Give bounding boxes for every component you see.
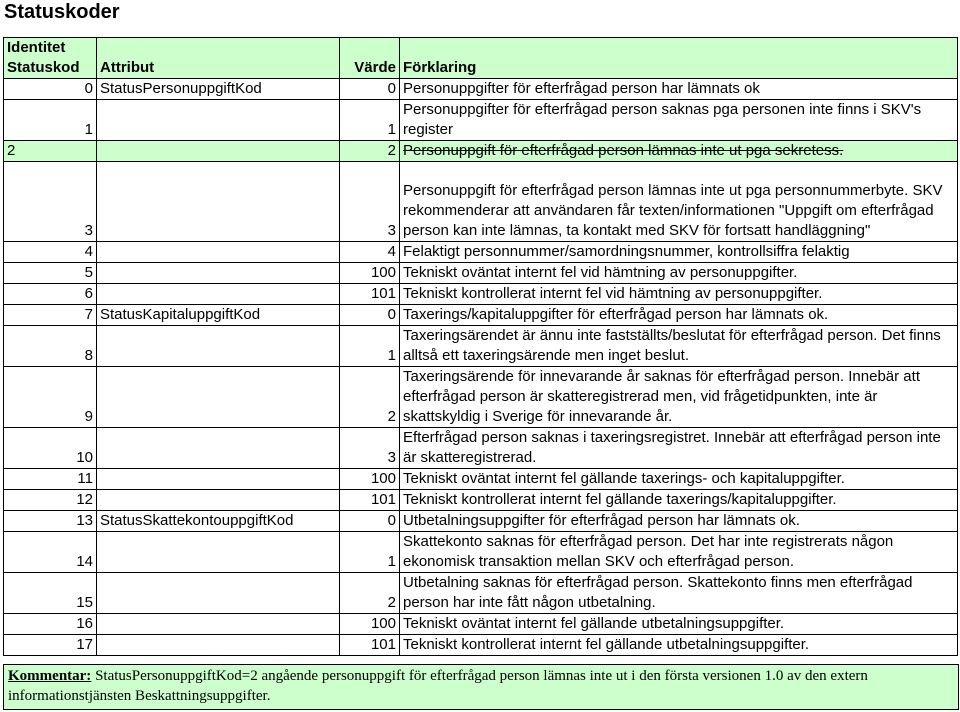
cell-explanation: Taxeringsärende för innevarande år saknas för efterfrågad person. Innebär att efterfrågad person är skatteregistrerad men, vid frågetidpunkten, inte är skattskyldig i Sverige för innevarande år. [400, 367, 958, 428]
cell-attribute [97, 141, 340, 162]
table-row [4, 100, 958, 141]
cell-value: 0 [340, 305, 400, 326]
header-explanation: Förklaring [400, 38, 958, 79]
table-row [4, 469, 958, 490]
cell-attribute [97, 573, 340, 614]
cell-explanation: Personuppgifter för efterfrågad person saknas pga personen inte finns i SKV's register [400, 100, 958, 141]
cell-value: 100 [340, 469, 400, 490]
cell-attribute: StatusPersonuppgiftKod [97, 79, 340, 100]
cell-explanation: Tekniskt oväntat internt fel gällande taxerings- och kapitaluppgifter. [400, 469, 958, 490]
cell-value: 4 [340, 242, 400, 263]
cell-explanation: Tekniskt oväntat internt fel gällande utbetalningsuppgifter. [400, 614, 958, 635]
cell-explanation: Taxerings/kapitaluppgifter för efterfrågad person har lämnats ok. [400, 305, 958, 326]
cell-attribute [97, 490, 340, 511]
cell-explanation: Utbetalning saknas för efterfrågad person. Skattekonto finns men efterfrågad person har inte fått någon utbetalning. [400, 573, 958, 614]
cell-explanation: Utbetalningsuppgifter för efterfrågad person har lämnats ok. [400, 511, 958, 532]
header-id [4, 38, 97, 79]
cell-id: 11 [4, 469, 97, 490]
header-row [4, 38, 958, 79]
table-row [4, 305, 958, 326]
cell-id: 13 [4, 511, 97, 532]
cell-id: 2 [4, 141, 97, 162]
cell-explanation: Tekniskt oväntat internt fel vid hämtning av personuppgifter. [400, 263, 958, 284]
cell-value: 101 [340, 635, 400, 656]
cell-attribute: StatusSkattekontouppgiftKod [97, 511, 340, 532]
cell-explanation: Personuppgift för efterfrågad person lämnas inte ut pga personnummerbyte. SKV rekommenderar att användaren får texten/informationen "Uppgift om efterfrågad person kan inte lämnas, ta kontakt med SKV för fortsatt handläggning" [400, 162, 958, 242]
comment-label: Kommentar: [8, 668, 92, 684]
cell-id: 9 [4, 367, 97, 428]
cell-explanation: Tekniskt kontrollerat internt fel gällande taxerings/kapitaluppgifter. [400, 490, 958, 511]
cell-value: 3 [340, 428, 400, 469]
header-attribute: Attribut [97, 38, 340, 79]
table-row [4, 263, 958, 284]
cell-id: 16 [4, 614, 97, 635]
table-row [4, 284, 958, 305]
cell-attribute [97, 532, 340, 573]
table-row [4, 428, 958, 469]
cell-value: 0 [340, 79, 400, 100]
cell-attribute [97, 635, 340, 656]
cell-explanation: Efterfrågad person saknas i taxeringsregistret. Innebär att efterfrågad person inte är skatteregistrerad. [400, 428, 958, 469]
cell-id: 5 [4, 263, 97, 284]
table-row [4, 511, 958, 532]
cell-value: 0 [340, 511, 400, 532]
cell-attribute [97, 242, 340, 263]
cell-explanation: Tekniskt kontrollerat internt fel vid hämtning av personuppgifter. [400, 284, 958, 305]
comment-text: StatusPersonuppgiftKod=2 angående personuppgift för efterfrågad person lämnas inte ut i den första versionen 1.0 av den extern informationstjänsten Beskattningsuppgifter. [8, 668, 868, 704]
cell-explanation: Felaktigt personnummer/samordningsnummer, kontrollsiffra felaktig [400, 242, 958, 263]
table-row [4, 635, 958, 656]
comment-box [3, 664, 959, 710]
cell-attribute: StatusKapitaluppgiftKod [97, 305, 340, 326]
cell-attribute [97, 284, 340, 305]
cell-value: 101 [340, 490, 400, 511]
cell-id: 17 [4, 635, 97, 656]
table-row [4, 614, 958, 635]
table-row [4, 367, 958, 428]
status-code-table [3, 37, 958, 656]
cell-id: 0 [4, 79, 97, 100]
cell-explanation: Tekniskt kontrollerat internt fel gällande utbetalningsuppgifter. [400, 635, 958, 656]
cell-attribute [97, 428, 340, 469]
cell-id: 7 [4, 305, 97, 326]
cell-id: 6 [4, 284, 97, 305]
cell-value: 101 [340, 284, 400, 305]
cell-value: 100 [340, 614, 400, 635]
header-id-line2: Statuskod [7, 59, 80, 76]
cell-explanation: Personuppgift för efterfrågad person lämnas inte ut pga sekretess. [400, 141, 958, 162]
cell-id: 3 [4, 162, 97, 242]
cell-explanation: Taxeringsärendet är ännu inte fastställts/beslutat för efterfrågad person. Det finns alltså ett taxeringsärende men inget beslut. [400, 326, 958, 367]
cell-id: 14 [4, 532, 97, 573]
cell-explanation: Skattekonto saknas för efterfrågad person. Det har inte registrerats någon ekonomisk transaktion mellan SKV och efterfrågad person. [400, 532, 958, 573]
cell-value: 100 [340, 263, 400, 284]
table-row [4, 162, 958, 242]
header-value: Värde [340, 38, 400, 79]
cell-value: 1 [340, 100, 400, 141]
cell-value: 2 [340, 141, 400, 162]
table-row [4, 242, 958, 263]
cell-attribute [97, 263, 340, 284]
cell-id: 15 [4, 573, 97, 614]
table-row [4, 141, 958, 162]
cell-value: 3 [340, 162, 400, 242]
cell-id: 12 [4, 490, 97, 511]
cell-attribute [97, 100, 340, 141]
cell-value: 2 [340, 573, 400, 614]
header-id-line1: Identitet [7, 39, 66, 56]
cell-id: 1 [4, 100, 97, 141]
cell-value: 1 [340, 326, 400, 367]
table-row [4, 490, 958, 511]
table-row [4, 326, 958, 367]
cell-id: 8 [4, 326, 97, 367]
table-row [4, 573, 958, 614]
cell-attribute [97, 614, 340, 635]
table-row [4, 79, 958, 100]
cell-value: 2 [340, 367, 400, 428]
page-title: Statuskoder [4, 1, 120, 23]
cell-attribute [97, 162, 340, 242]
cell-id: 4 [4, 242, 97, 263]
table-row [4, 532, 958, 573]
cell-attribute [97, 326, 340, 367]
cell-explanation: Personuppgifter för efterfrågad person har lämnats ok [400, 79, 958, 100]
cell-id: 10 [4, 428, 97, 469]
cell-attribute [97, 367, 340, 428]
cell-attribute [97, 469, 340, 490]
cell-value: 1 [340, 532, 400, 573]
